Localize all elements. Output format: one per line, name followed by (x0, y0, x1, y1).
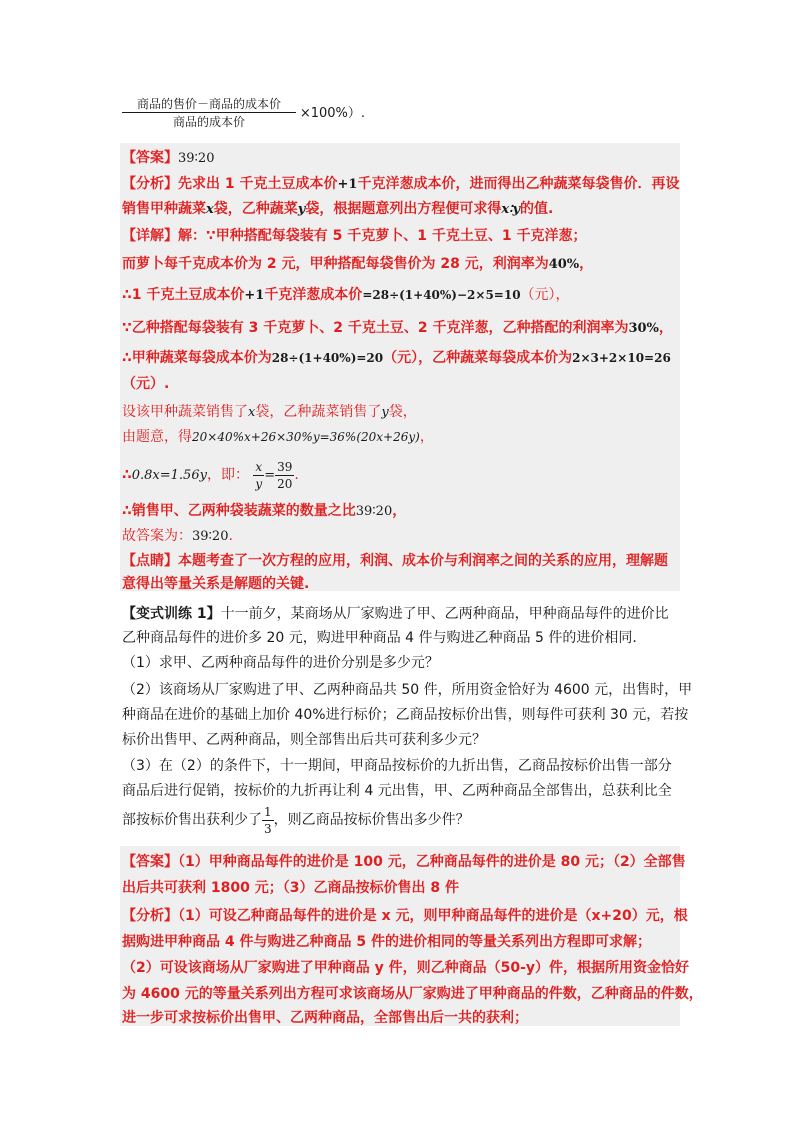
analysis-2-line-1 (122, 906, 688, 926)
answer-tag: 【答案】 (122, 854, 178, 870)
var-x: x (206, 202, 214, 217)
detail-text: 而萝卜每千克成本价为 2 元，甲种搭配每袋售价为 28 元，利润率为 (122, 256, 549, 272)
variant-question-line-1 (122, 604, 669, 624)
question-text: （1）求甲、乙两种商品每件的进价分别是多少元？ (122, 655, 439, 671)
question-part-2-line-1 (122, 680, 692, 700)
analysis-line-2 (122, 199, 553, 220)
formula-tail: ×100%）. (299, 106, 366, 121)
var-x: x (248, 405, 256, 420)
equation: 20×40%x+26×30%y=36%(20x+26y) (192, 430, 420, 444)
analysis-text: （2）可设该商场从厂家购进了甲种商品 y 件，则乙种商品（50-y）件，根据所用资金恰好 (122, 960, 690, 976)
answer-tag: 【答案】 (122, 150, 178, 166)
variant-tag: 【变式训练 1】 (122, 606, 221, 622)
detail-line-7 (122, 402, 417, 423)
denominator: 3 (264, 821, 272, 836)
question-part-3-line-2 (122, 781, 672, 801)
detail-text: ∴ (122, 467, 132, 483)
equation: 0.8x=1.56y (131, 468, 207, 483)
point-line-2 (122, 574, 309, 594)
numerator: x (255, 459, 263, 474)
question-part-1 (122, 653, 439, 673)
question-text: 部按标价售出获利少了 (122, 812, 262, 828)
detail-line-11: 故答案为：39∶20. (122, 528, 233, 544)
analysis-text: 袋，根据题意列出方程便可求得 (305, 201, 502, 217)
detail-text: ∴销售甲、乙两种袋装蔬菜的数量之比 (122, 503, 356, 519)
answer-text: 出后共可获利 1800 元；（3）乙商品按标价售出 8 件 (122, 880, 459, 896)
cost-equation: =28÷(1+40%)−2×5=10 (362, 288, 521, 302)
analysis-text: 为 4600 元的等量关系列出方程可求该商场从厂家购进了甲种商品的件数，乙种商品的件数， (122, 986, 703, 1002)
math-one: 1 (255, 288, 265, 303)
var-ratio: x∶y (501, 202, 521, 217)
numerator: 1 (264, 804, 272, 819)
answer-value: 39∶20 (178, 151, 215, 166)
fraction-numerator: 商品的售价－商品的成本价 (122, 96, 296, 113)
profit-rate-formula (122, 96, 365, 131)
detail-line-1 (122, 226, 586, 246)
analysis-text: （1）可设乙种商品每件的进价是 x 元，则甲种商品每件的进价是（x+20）元，根 (178, 908, 688, 924)
analysis-2-line-2 (122, 932, 651, 952)
fraction-denominator: 商品的成本价 (172, 115, 245, 129)
analysis-text: 据购进甲种商品 4 件与购进乙种商品 5 件的进价相同的等量关系列出方程即可求解； (122, 934, 651, 950)
equals-sign: = (264, 468, 276, 483)
ratio-fraction-right (275, 459, 294, 492)
detail-text: 解：∵甲种搭配每袋装有 5 千克萝卜、1 千克土豆、1 千克洋葱； (178, 228, 587, 244)
detail-text: ∴1 千克土豆成本价 (122, 287, 245, 303)
analysis-text: 进一步可求按标价出售甲、乙两种商品，全部售出后一共的获利； (122, 1010, 528, 1026)
answer-line (122, 148, 214, 169)
plus-sign: + (244, 288, 256, 303)
question-text: （3）在（2）的条件下，十一期间，甲商品按标价的九折出售，乙商品按标价出售一部分 (122, 758, 672, 774)
question-part-3-line-3 (122, 802, 470, 838)
detail-text: 设该甲种蔬菜销售了 (122, 404, 248, 420)
question-text: 种商品在进价的基础上加价 40%进行标价；乙商品按标价出售，则每件可获利 30 元，若按 (122, 707, 689, 723)
ratio-value: 39∶20 (355, 504, 393, 519)
analysis-tag: 【分析】 (122, 176, 178, 192)
point-text: 本题考查了一次方程的应用，利润、成本价与利润率之间的关系的应用，理解题 (178, 553, 668, 569)
denominator: 20 (277, 476, 293, 491)
denominator: y (255, 476, 263, 491)
detail-tag: 【详解】 (122, 228, 178, 244)
analysis-text: 千克洋葱成本价，进而得出乙种蔬菜每袋售价．再设 (357, 176, 680, 192)
plus-sign: + (337, 177, 349, 192)
profit-rate-value: 30% (628, 321, 659, 336)
detail-line-9: ∴0.8x=1.56y，即： $\frac{x}{y}$ = $\frac{39}{20}$ . (122, 459, 299, 491)
question-text: 乙种商品每件的进价多 20 元，购进甲种商品 4 件与购进乙种商品 5 件的进价相同. (122, 630, 637, 646)
question-part-3-line-1 (122, 756, 672, 776)
question-text: ，则乙商品按标价售出多少件？ (273, 812, 470, 828)
var-y: y (381, 405, 389, 420)
question-text: 十一前夕，某商场从厂家购进了甲、乙两种商品，甲种商品每件的进价比 (220, 606, 669, 622)
detail-line-3 (122, 285, 570, 306)
formula-fraction (122, 96, 296, 131)
answer-2-line-1 (122, 852, 686, 872)
cost-equation: 2×3+2×10=26 (572, 351, 671, 365)
analysis-tag: 【分析】 (122, 908, 178, 924)
analysis-2-line-5 (122, 1008, 528, 1028)
detail-text: 千克洋葱成本价 (264, 287, 363, 303)
detail-text: 袋，乙种蔬菜销售了 (255, 404, 382, 420)
cost-equation: 28÷(1+40%)=20 (271, 351, 384, 365)
ratio-fraction-left (253, 459, 264, 492)
var-y: y (297, 202, 306, 217)
analysis-2-line-4 (122, 984, 703, 1004)
profit-rate-value: 40% (548, 257, 580, 272)
point-text: 意得出等量关系是解题的关键. (122, 576, 310, 592)
question-text: （2）该商场从厂家购进了甲、乙两种商品共 50 件，所用资金恰好为 4600 元，出售时，甲 (122, 682, 693, 698)
question-text: 商品后进行促销，按标价的九折再让利 4 元出售，甲、乙两种商品全部售出，总获利比全 (122, 783, 672, 799)
question-part-2-line-3 (122, 730, 486, 750)
question-part-2-line-2 (122, 705, 688, 725)
question-text: 标价出售甲、乙两种商品，则全部售出后共可获利多少元？ (122, 732, 486, 748)
detail-text: ，即： (206, 467, 249, 483)
detail-text: （元）. (122, 376, 170, 392)
detail-text: ∵乙种搭配每袋装有 3 千克萝卜、2 千克土豆、2 千克洋葱，乙种搭配的利润率为 (122, 320, 629, 336)
analysis-text: 销售甲种蔬菜 (122, 201, 206, 217)
numerator: 39 (277, 459, 293, 474)
detail-text: （元），乙种蔬菜每袋成本价为 (383, 350, 573, 366)
detail-line-5 (122, 348, 671, 368)
variant-question-line-2 (122, 628, 637, 648)
detail-line-6 (122, 374, 169, 394)
detail-text: 故答案为： (122, 528, 192, 544)
analysis-text: 袋，乙种蔬菜 (213, 201, 298, 217)
point-line-1 (122, 551, 668, 571)
analysis-2-line-3 (122, 958, 689, 978)
answer-text: （1）甲种商品每件的进价是 100 元，乙种商品每件的进价是 80 元；（2）全部售 (178, 854, 686, 870)
detail-line-4: ∵乙种搭配每袋装有 3 千克萝卜、2 千克土豆、2 千克洋葱，乙种搭配的利润率为30%， (122, 320, 673, 336)
math-one: 1 (348, 177, 358, 192)
point-tag: 【点睛】 (122, 553, 178, 569)
analysis-line-1 (122, 174, 679, 195)
analysis-text: 的值. (520, 201, 554, 217)
detail-text: ∴甲种蔬菜每袋成本价为 (122, 350, 272, 366)
detail-text: （元）， (520, 287, 570, 303)
detail-text: 袋， (388, 404, 417, 420)
ratio-value: 39∶20 (192, 529, 229, 544)
detail-line-10: ∴销售甲、乙两种袋装蔬菜的数量之比39∶20， (122, 503, 407, 519)
answer-2-line-2 (122, 878, 459, 898)
one-third-fraction (262, 804, 274, 837)
detail-line-8: 由题意，得20×40%x+26×30%y=36%(20x+26y)， (122, 429, 434, 445)
analysis-text: 先求出 1 千克土豆成本价 (178, 176, 338, 192)
detail-text: 由题意，得 (122, 429, 192, 445)
detail-line-2: 而萝卜每千克成本价为 2 元，甲种搭配每袋售价为 28 元，利润率为40%， (122, 256, 594, 272)
